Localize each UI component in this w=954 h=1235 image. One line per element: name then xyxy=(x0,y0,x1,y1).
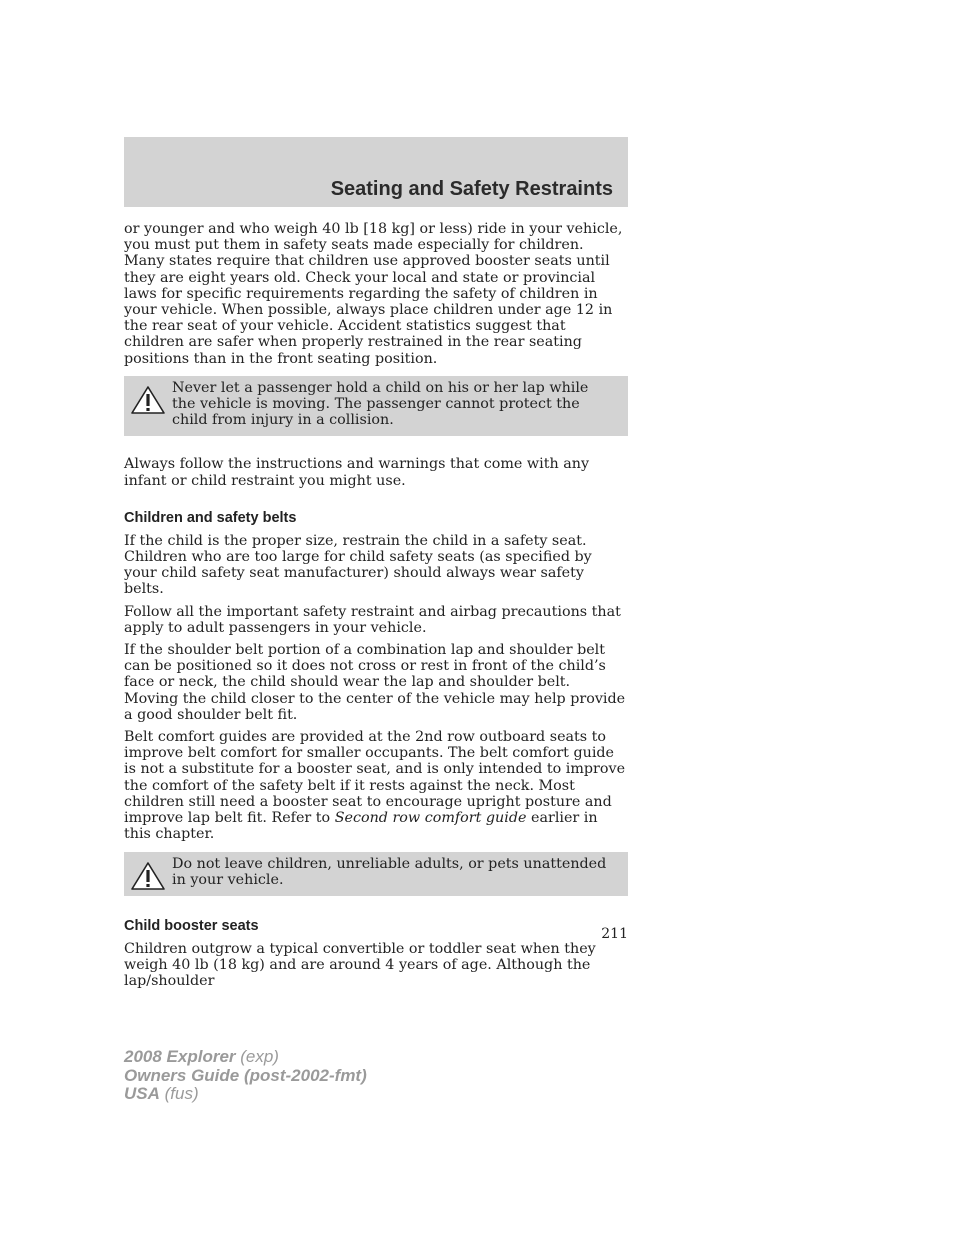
paragraph-proper-size: If the child is the proper size, restrain the child in a safety seat. Children who are too large for child safety seats (as specified by your child safety seat manufacturer) should always wear safety belts. xyxy=(124,532,592,598)
intro-paragraph: or younger and who weigh 40 lb [18 kg] or less) ride in your vehicle, you must put them in safety seats made especially for children. Many states require that children use approved booster seats until they are eight years old. Check your local and state or provincial laws for specific requirements regarding the safety of children in your vehicle. When possible, always place children under age 12 in the rear seat of your vehicle. Accident statistics suggest that children are safer when properly restrained in the rear seating positions than in the front seating position. xyxy=(124,221,623,367)
paragraph-adult-precautions: Follow all the important safety restraint and airbag precautions that apply to adult passengers in your vehicle. xyxy=(124,603,621,636)
warning-text-lap: Never let a passenger hold a child on his or her lap while the vehicle is moving. The passenger cannot protect the child from injury in a collision. xyxy=(172,379,589,429)
heading-child-booster-seats: Child booster seats xyxy=(124,917,259,934)
footer-line-market xyxy=(124,1085,367,1104)
heading-children-safety-belts: Children and safety belts xyxy=(124,509,297,526)
footer-guide: Owners Guide (post-2002-fmt) xyxy=(124,1065,367,1085)
section-header-band xyxy=(124,137,628,207)
document-footer xyxy=(124,1048,367,1104)
footer-market: USA xyxy=(124,1084,160,1103)
warning-text-unattended: Do not leave children, unreliable adults, or pets unattended in your vehicle. xyxy=(172,855,607,888)
comfort-guide-reference: Second row comfort guide xyxy=(334,810,527,827)
follow-instructions-paragraph: Always follow the instructions and warnings that come with any infant or child restraint you might use. xyxy=(124,456,590,489)
paragraph-outgrow-seat: Children outgrow a typical convertible or toddler seat when they weigh 40 lb (18 kg) and are around 4 years of age. Although the lap/shoulder xyxy=(124,940,596,990)
footer-market-code: (fus) xyxy=(159,1084,199,1103)
paragraph-shoulder-belt: If the shoulder belt portion of a combination lap and shoulder belt can be positioned so it does not cross or rest in front of the child’s face or neck, the child should wear the lap and shoulder belt. Moving the child closer to the center of the vehicle may help provide a good shoulder belt fit. xyxy=(124,642,626,723)
footer-line-guide xyxy=(124,1067,367,1086)
warning-triangle-icon xyxy=(130,385,166,415)
footer-model: 2008 Explorer xyxy=(124,1047,236,1066)
page-content xyxy=(124,221,628,996)
section-title: Seating and Safety Restraints xyxy=(330,178,613,200)
page-number: 211 xyxy=(601,926,628,942)
footer-model-code: (exp) xyxy=(235,1047,279,1066)
belt-guides-text-end: earlier in this chapter. xyxy=(124,810,598,843)
warning-box-unattended xyxy=(124,852,628,896)
belt-guides-text: Belt comfort guides are provided at the 2nd row outboard seats to improve belt comfort for smaller occupants. The belt comfort guide is not a substitute for a booster seat, and is only intended to improve the comfort of the safety belt if it rests against the neck. Most children still need a booster seat to encourage upright posture and improve lap belt fit. Refer to xyxy=(124,729,626,827)
warning-triangle-icon xyxy=(130,861,166,891)
paragraph-belt-comfort-guides xyxy=(124,729,628,842)
warning-box-lap xyxy=(124,376,628,437)
footer-line-model xyxy=(124,1048,367,1067)
